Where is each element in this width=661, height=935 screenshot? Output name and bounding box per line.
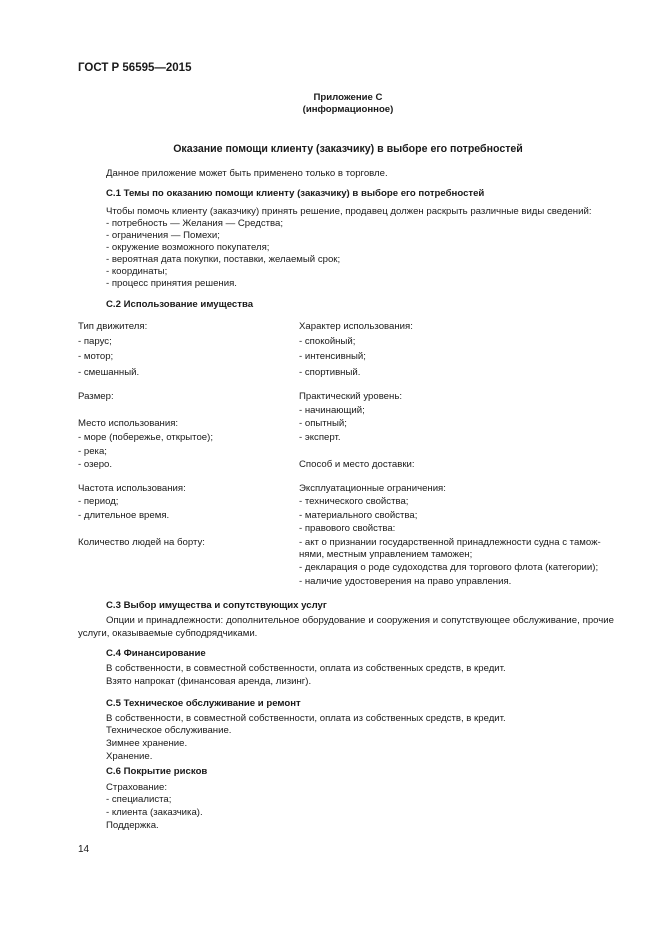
left-column-item: - море (побережье, открытое);: [78, 432, 213, 443]
paragraph-line: Зимнее хранение.: [106, 738, 188, 749]
list-item: - ограничения — Помехи;: [106, 230, 220, 241]
paragraph-line: - специалиста;: [106, 794, 172, 805]
right-column-item: - интенсивный;: [299, 351, 366, 362]
section-c5-heading: С.5 Техническое обслуживание и ремонт: [106, 698, 301, 709]
right-column-item: - спокойный;: [299, 336, 356, 347]
left-column-item: - период;: [78, 496, 119, 507]
left-column-item: Размер:: [78, 391, 114, 402]
section-c1-heading: С.1 Темы по оказанию помощи клиенту (заказчику) в выборе его потребностей: [106, 188, 485, 199]
right-column-item: - начинающий;: [299, 405, 365, 416]
paragraph-line: В собственности, в совместной собственности, оплата из собственных средств, в кредит.: [106, 713, 506, 724]
left-column-item: Место использования:: [78, 418, 179, 429]
page-title: Оказание помощи клиенту (заказчику) в выборе его потребностей: [173, 143, 523, 155]
list-item: - окружение возможного покупателя;: [106, 242, 270, 253]
left-column-item: Тип движителя:: [78, 321, 148, 332]
list-item: - потребность — Желания — Средства;: [106, 218, 284, 229]
list-item: - вероятная дата покупки, поставки, желаемый срок;: [106, 254, 341, 265]
right-column-item: - спортивный.: [299, 367, 361, 378]
right-column-item: нями, местным управлением таможен;: [299, 549, 473, 560]
left-column-item: - парус;: [78, 336, 112, 347]
right-column-item: - наличие удостоверения на право управления.: [299, 576, 512, 587]
right-column-item: - правового свойства:: [299, 523, 396, 534]
list-item: - координаты;: [106, 266, 168, 277]
left-column-item: - длительное время.: [78, 510, 170, 521]
section-c3-text: Опции и принадлежности: дополнительное оборудование и сооружения и сопутствующее обслуживание, прочие услуги, оказываемые субподрядчиками.: [78, 615, 614, 639]
right-column-item: - акт о признании государственной принадлежности судна с тамож-: [299, 537, 601, 548]
paragraph-line: Хранение.: [106, 751, 153, 762]
section-c2-heading: С.2 Использование имущества: [106, 299, 254, 310]
left-column-item: Частота использования:: [78, 483, 186, 494]
right-column-item: - эксперт.: [299, 432, 341, 443]
page-number: 14: [78, 844, 90, 855]
right-column-item: Характер использования:: [299, 321, 413, 332]
section-c3-heading: С.3 Выбор имущества и сопутствующих услуг: [106, 600, 327, 611]
right-column-item: - технического свойства;: [299, 496, 409, 507]
intro-text: Данное приложение может быть применено только в торговле.: [106, 168, 388, 179]
section-c6-heading: С.6 Покрытие рисков: [106, 766, 208, 777]
paragraph-line: Техническое обслуживание.: [106, 725, 232, 736]
appendix-label: Приложение С: [313, 92, 383, 103]
left-column-item: - мотор;: [78, 351, 114, 362]
right-column-item: - декларация о роде судоходства для торгового флота (категории);: [299, 562, 599, 573]
paragraph-line: - клиента (заказчика).: [106, 807, 203, 818]
standard-header: ГОСТ Р 56595—2015: [78, 62, 192, 74]
right-column-item: - материального свойства;: [299, 510, 418, 521]
left-column-item: Количество людей на борту:: [78, 537, 205, 548]
paragraph-line: Поддержка.: [106, 820, 159, 831]
left-column-item: - река;: [78, 446, 107, 457]
section-c4-heading: С.4 Финансирование: [106, 648, 206, 659]
left-column-item: - смешанный.: [78, 367, 140, 378]
paragraph-line: В собственности, в совместной собственности, оплата из собственных средств, в кредит.: [106, 663, 506, 674]
right-column-item: Эксплуатационные ограничения:: [299, 483, 446, 494]
left-column-item: - озеро.: [78, 459, 113, 470]
right-column-item: Способ и место доставки:: [299, 459, 415, 470]
right-column-item: Практический уровень:: [299, 391, 402, 402]
section-c1-lead: Чтобы помочь клиенту (заказчику) принять решение, продавец должен раскрыть различные виды сведений:: [106, 206, 592, 217]
right-column-item: - опытный;: [299, 418, 347, 429]
paragraph-line: Взято напрокат (финансовая аренда, лизинг).: [106, 676, 312, 687]
paragraph-line: Страхование:: [106, 782, 168, 793]
appendix-type: (информационное): [302, 104, 394, 115]
list-item: - процесс принятия решения.: [106, 278, 237, 289]
